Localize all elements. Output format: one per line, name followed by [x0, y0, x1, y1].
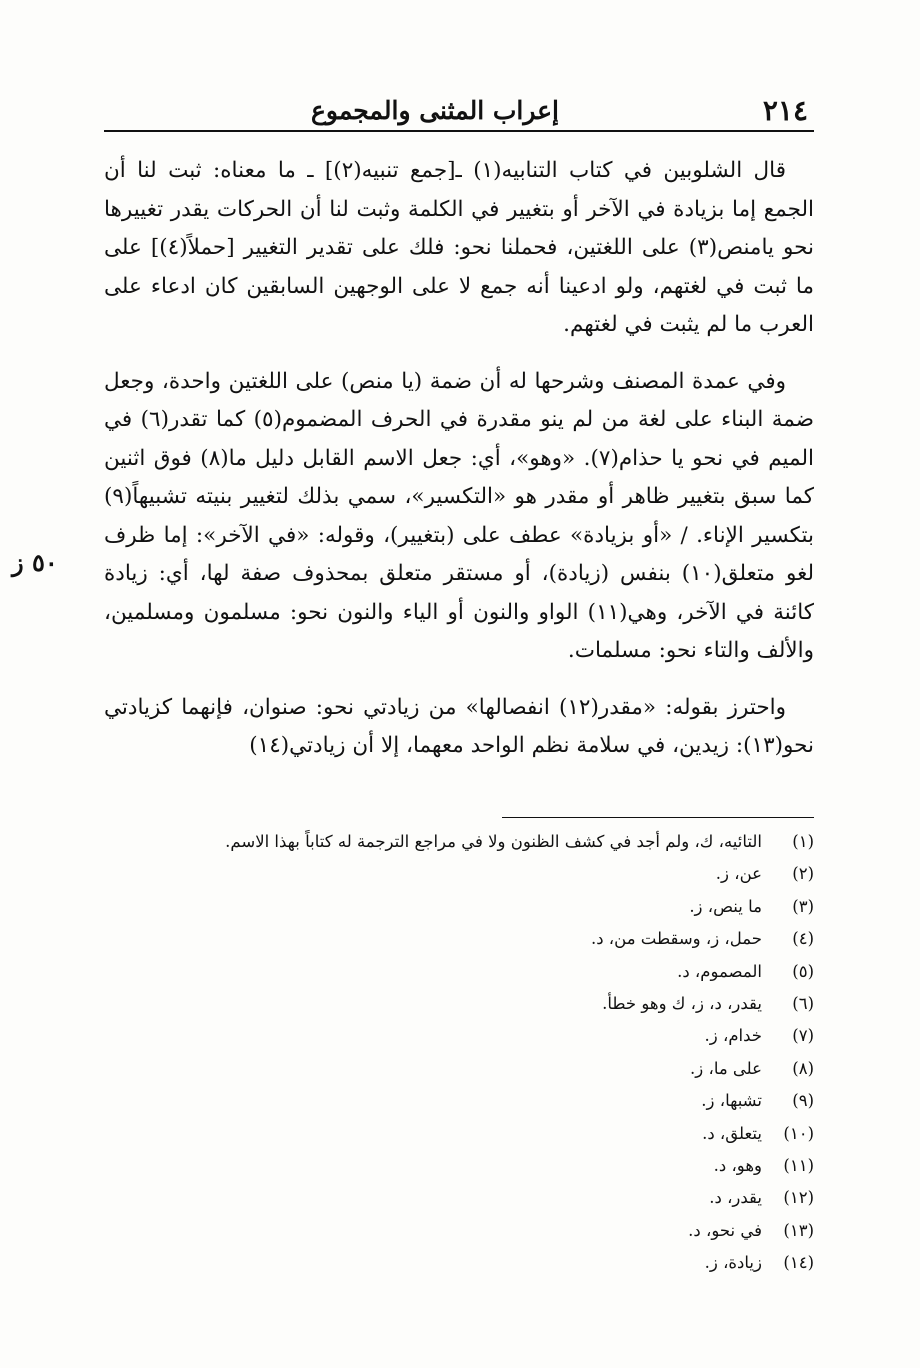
- footnote-number: (١٠): [783, 1123, 814, 1143]
- footnote-text: عن، ز.: [715, 864, 762, 884]
- footnote-number: (١٤): [783, 1253, 814, 1273]
- footnote-text: ما ينص، ز.: [689, 896, 762, 916]
- footnote: [104, 891, 814, 923]
- footnote-text: في نحو، د.: [688, 1220, 762, 1240]
- footnote: [104, 988, 814, 1020]
- paragraph: [104, 363, 814, 671]
- footnote: [104, 1020, 814, 1052]
- page-header: [104, 92, 814, 126]
- footnote: [104, 956, 814, 988]
- footnote: [104, 858, 814, 890]
- footnote-text: وهو، د.: [713, 1156, 762, 1176]
- footnote-number: (٨): [792, 1058, 814, 1078]
- footnote-number: (٤): [792, 929, 814, 949]
- footnote-number: (٥): [792, 961, 814, 981]
- footnote-text: يتعلق، د.: [702, 1123, 762, 1143]
- footnote-text: خدام، ز.: [704, 1026, 762, 1046]
- footnote-number: (٦): [792, 994, 814, 1014]
- manuscript-folio-marker: ٥٠ ز: [12, 548, 58, 577]
- footnote: [104, 1247, 814, 1279]
- footnote-text: زيادة، ز.: [704, 1253, 762, 1273]
- main-text: [104, 152, 814, 784]
- footnotes: [104, 826, 814, 1280]
- footnote-text: تشبها، ز.: [701, 1091, 762, 1111]
- header-rule: [104, 130, 814, 132]
- footnote: [104, 1182, 814, 1214]
- paragraph-text: واحترز بقوله: «مقدر(١٢) انفصالها» من زيادتي نحو: صنوان، فإنهما كزيادتي نحو(١٣): زيدين، في سلامة نظم الواحد معهما، إلا أن زيادتي(١٤): [104, 694, 814, 758]
- page-number: ٢١٤: [762, 94, 808, 127]
- paragraph-text: قال الشلوبين في كتاب التنابيه(١) ـ[جمع تنبيه(٢)] ـ ما معناه: ثبت لنا أن الجمع إما بزيادة في الآخر أو بتغيير في الكلمة وثبت لنا أن الحركات يقدر تغييرها نحو يامنص(٣) على اللغتين، فحملنا نحو: فلك على تقدير التغيير [حملاً(٤)] على ما ثبت في لغتهم، ولو ادعينا أنه جمع لا على الوجهين السابقين كان ادعاء على العرب ما لم يثبت في لغتهم.: [104, 158, 815, 337]
- running-title: إعراب المثنى والمجموع: [311, 96, 559, 125]
- footnote-number: (١٣): [783, 1220, 814, 1240]
- footnote-number: (١١): [783, 1156, 814, 1176]
- footnote-text: حمل، ز، وسقطت من، د.: [590, 929, 762, 949]
- footnote-text: يقدر، د، ز، ك وهو خطأ.: [602, 994, 762, 1014]
- paragraph-text: وفي عمدة المصنف وشرحها له أن ضمة (يا منص) على اللغتين واحدة، وجعل ضمة البناء على لغة من لم ينو مقدرة في الحرف المضموم(٥) كما تقدر(٦) في الميم في نحو يا حذام(٧). «وهو»، أي: جعل الاسم القابل دليل ما(٨) فوق اثنين كما سبق بتغيير ظاهر أو مقدر هو «التكسير»، سمي بذلك لتغيير بنيته تشبيهاً(٩) بتكسير الإناء. / «أو بزيادة» عطف على (بتغيير)، وقوله: «في الآخر»: إما ظرف لغو متعلق(١٠) بنفس (زيادة)، أو مستقر متعلق بمحذوف صفة لها، أي: زيادة كائنة في الآخر، وهي(١١) الواو والنون أو الياء والنون نحو: مسلمون ومسلمين، والألف والتاء نحو: مسلمات.: [104, 368, 814, 663]
- footnote: [104, 923, 814, 955]
- footnote: [104, 1118, 814, 1150]
- footnote-number: (٧): [792, 1026, 814, 1046]
- footnote-rule: [502, 817, 814, 818]
- paragraph: [104, 152, 814, 345]
- footnote: [104, 1150, 814, 1182]
- footnote-text: يقدر، د.: [709, 1188, 762, 1208]
- footnote: [104, 1053, 814, 1085]
- footnote-text: على ما، ز.: [690, 1058, 762, 1078]
- footnote-text: التائيه، ك، ولم أجد في كشف الظنون ولا في مراجع الترجمة له كتاباً بهذا الاسم.: [225, 832, 762, 851]
- footnote-text: المصموم، د.: [677, 961, 762, 981]
- footnote-number: (٩): [792, 1091, 814, 1111]
- footnote: [104, 1085, 814, 1117]
- footnote: [104, 1215, 814, 1247]
- footnote: [104, 826, 814, 858]
- footnote-number: (٢): [792, 864, 814, 884]
- footnote-number: (٣): [792, 896, 814, 916]
- footnote-number: (١٢): [783, 1188, 814, 1208]
- footnote-number: (١): [792, 832, 814, 851]
- paragraph: [104, 689, 814, 766]
